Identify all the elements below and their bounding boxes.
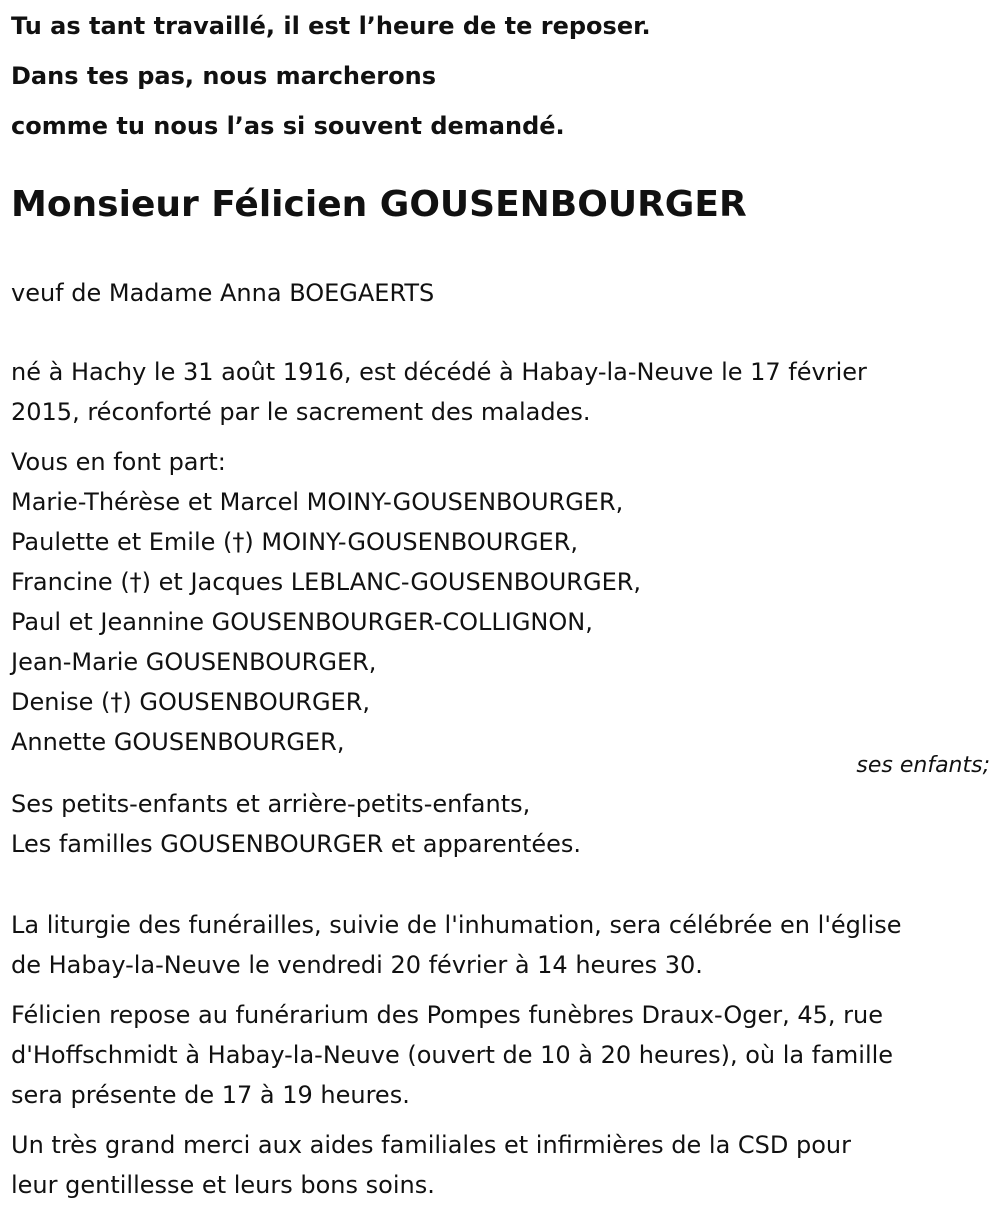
list-item: Paul et Jeannine GOUSENBOURGER-COLLIGNON, (11, 608, 593, 636)
list-item: Marie-Thérèse et Marcel MOINY-GOUSENBOURGER, (11, 488, 624, 516)
paragraph-line: sera présente de 17 à 19 heures. (11, 1081, 410, 1109)
poem (11, 1, 651, 151)
thanks-paragraph (11, 1125, 851, 1205)
list-item: Ses petits-enfants et arrière-petits-enfants, (11, 790, 531, 818)
list-item: Annette GOUSENBOURGER, (11, 728, 345, 756)
repose-paragraph (11, 995, 893, 1115)
widower-line: veuf de Madame Anna BOEGAERTS (11, 279, 435, 307)
family-list (11, 784, 581, 864)
list-item: Paulette et Emile (†) MOINY-GOUSENBOURGER, (11, 528, 579, 556)
deceased-name: Monsieur Félicien GOUSENBOURGER (11, 184, 747, 225)
paragraph-line: Un très grand merci aux aides familiales et infirmières de la CSD pour (11, 1131, 852, 1159)
paragraph-line: Félicien repose au funérarium des Pompes funèbres Draux-Oger, 45, rue (11, 1001, 884, 1029)
list-item: Les familles GOUSENBOURGER et apparentées. (11, 830, 582, 858)
paragraph-line: leur gentillesse et leurs bons soins. (11, 1171, 435, 1199)
poem-line: Tu as tant travaillé, il est l’heure de te reposer. (11, 12, 651, 40)
poem-line: Dans tes pas, nous marcherons (11, 62, 436, 90)
birth-death-paragraph (11, 352, 867, 432)
list-item: Denise (†) GOUSENBOURGER, (11, 688, 371, 716)
paragraph-line: de Habay-la-Neuve le vendredi 20 février à 14 heures 30. (11, 951, 703, 979)
children-label: ses enfants; (856, 753, 990, 778)
paragraph-line: La liturgie des funérailles, suivie de l'inhumation, sera célébrée en l'église (11, 911, 902, 939)
paragraph-line: né à Hachy le 31 août 1916, est décédé à Habay-la-Neuve le 17 février (11, 358, 867, 386)
liturgy-paragraph (11, 905, 902, 985)
list-item: Francine (†) et Jacques LEBLANC-GOUSENBOURGER, (11, 568, 642, 596)
children-list (11, 482, 641, 762)
announcement-intro: Vous en font part: (11, 448, 226, 476)
paragraph-line: d'Hoffschmidt à Habay-la-Neuve (ouvert de 10 à 20 heures), où la famille (11, 1041, 894, 1069)
paragraph-line: 2015, réconforté par le sacrement des malades. (11, 398, 591, 426)
poem-line: comme tu nous l’as si souvent demandé. (11, 112, 565, 140)
list-item: Jean-Marie GOUSENBOURGER, (11, 648, 377, 676)
